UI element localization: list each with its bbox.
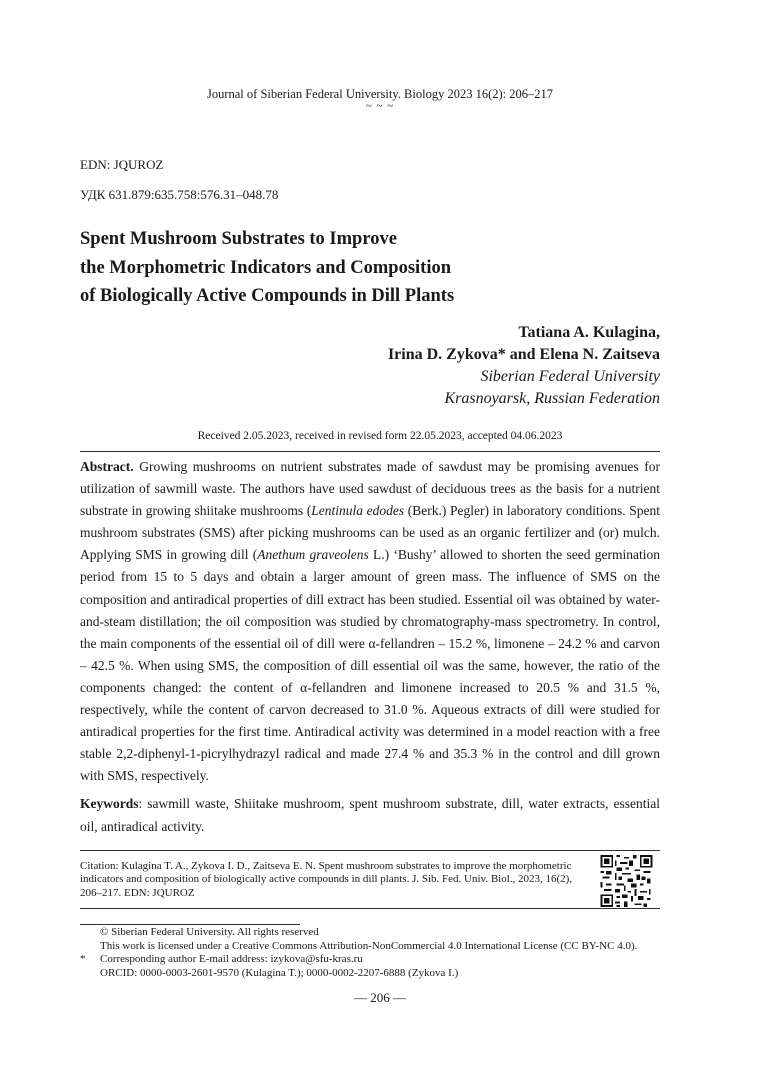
keywords-text: : sawmill waste, Shiitake mushroom, spent mushroom substrate, dill, water extracts, essential oil, antiradical activity. bbox=[80, 796, 660, 834]
divider-top bbox=[80, 451, 660, 452]
author-line-2: Irina D. Zykova* and Elena N. Zaitseva bbox=[387, 346, 660, 363]
author-line-1: Tatiana A. Kulagina, bbox=[518, 324, 660, 341]
footnote-rule bbox=[80, 924, 300, 925]
article-title bbox=[80, 225, 454, 311]
edn-line: EDN: JQUROZ bbox=[80, 157, 164, 172]
keywords bbox=[80, 793, 660, 838]
qr-code-icon bbox=[599, 855, 654, 907]
author-block bbox=[388, 322, 660, 410]
received-dates: Received 2.05.2023, received in revised form 22.05.2023, accepted 04.06.2023 bbox=[197, 430, 563, 442]
divider-citation-top bbox=[80, 850, 660, 851]
citation: Citation: Kulagina T. A., Zykova I. D., Zaitseva E. N. Spent mushroom substrates to improve the morphometric indicators and composition of biologically active compounds in dill plants. J. Sib. Fed. Univ. Biol., 2023, 16(2), 206–217. EDN: JQUROZ bbox=[80, 860, 573, 899]
footnotes bbox=[80, 926, 680, 980]
header-ornament: ~ ~ ~ bbox=[365, 100, 395, 112]
title-line-2: the Morphometric Indicators and Composition bbox=[80, 257, 452, 278]
title-line-3: of Biologically Active Compounds in Dill Plants bbox=[80, 286, 455, 306]
corresponding-author: Corresponding author E-mail address: izykova@sfu-kras.ru bbox=[100, 953, 363, 965]
footnote-corresponding bbox=[80, 953, 680, 967]
species-name-1: Lentinula edodes bbox=[311, 503, 405, 519]
species-name-2: Anethum graveolens bbox=[257, 547, 369, 563]
affiliation-location: Krasnoyarsk, Russian Federation bbox=[444, 390, 660, 407]
divider-citation-bottom bbox=[80, 908, 660, 909]
udk-line: УДК 631.879:635.758:576.31–048.78 bbox=[80, 187, 279, 202]
journal-header: Journal of Siberian Federal University. Biology 2023 16(2): 206–217 bbox=[206, 87, 553, 101]
footnote-orcid: ORCID: 0000-0003-2601-9570 (Kulagina T.); 0000-0002-2207-6888 (Zykova I.) bbox=[100, 966, 459, 979]
abstract-text-2: (Berk.) Pegler) in laboratory conditions. Spent mushroom substrates (SMS) after picking mushrooms can be used as an organic fertilizer and (or) mulch. Applying SMS in growing dill ( bbox=[80, 503, 660, 563]
footnote-copyright: © Siberian Federal University. All rights reserved bbox=[100, 926, 319, 938]
abstract-label: Abstract. bbox=[80, 459, 134, 474]
abstract-text-3: L.) ‘Bushy’ allowed to shorten the seed germination period from 15 to 5 days and obtain a larger amount of green mass. The influence of SMS on the composition and antiradical properties of dill extract has been studied. Essential oil was obtained by water-and-steam distillation; the oil composition was studied by chromatography-mass spectrometry. In control, the main components of the essential oil of dill were α-fellandren – 15.2 %, limonene – 24.2 % and carvon – 42.5 %. When using SMS, the composition of dill essential oil was the same, however, the ratio of the components changed: the content of α-fellandren and limonene increased to 20.5 % and 31.5 %, respectively, while the content of carvon decreased to 31.0 %. Aqueous extracts of dill were studied for antiradical properties for the first time. Antiradical activity was determined in a model reaction with a free stable 2,2-diphenyl-1-picrylhydrazyl radical and made 27.4 % and 35.3 % in the control and dill grown with SMS, respectively. bbox=[80, 547, 660, 784]
footnote-star: * bbox=[80, 953, 86, 965]
footnote-license: This work is licensed under a Creative Commons Attribution-NonCommercial 4.0 International License (CC BY-NC 4.0). bbox=[100, 939, 638, 952]
keywords-label: Keywords bbox=[80, 796, 139, 811]
page-number: — 206 — bbox=[354, 990, 406, 1005]
abstract bbox=[80, 456, 660, 787]
abstract-text-1: Growing mushrooms on nutrient substrates made of sawdust may be promising avenues for utilization of sawmill waste. The authors have used sawdust of deciduous trees as the basis for a nutrient substrate in growing shiitake mushrooms ( bbox=[80, 459, 660, 519]
affiliation: Siberian Federal University bbox=[480, 368, 660, 385]
title-line-1: Spent Mushroom Substrates to Improve bbox=[80, 229, 397, 249]
